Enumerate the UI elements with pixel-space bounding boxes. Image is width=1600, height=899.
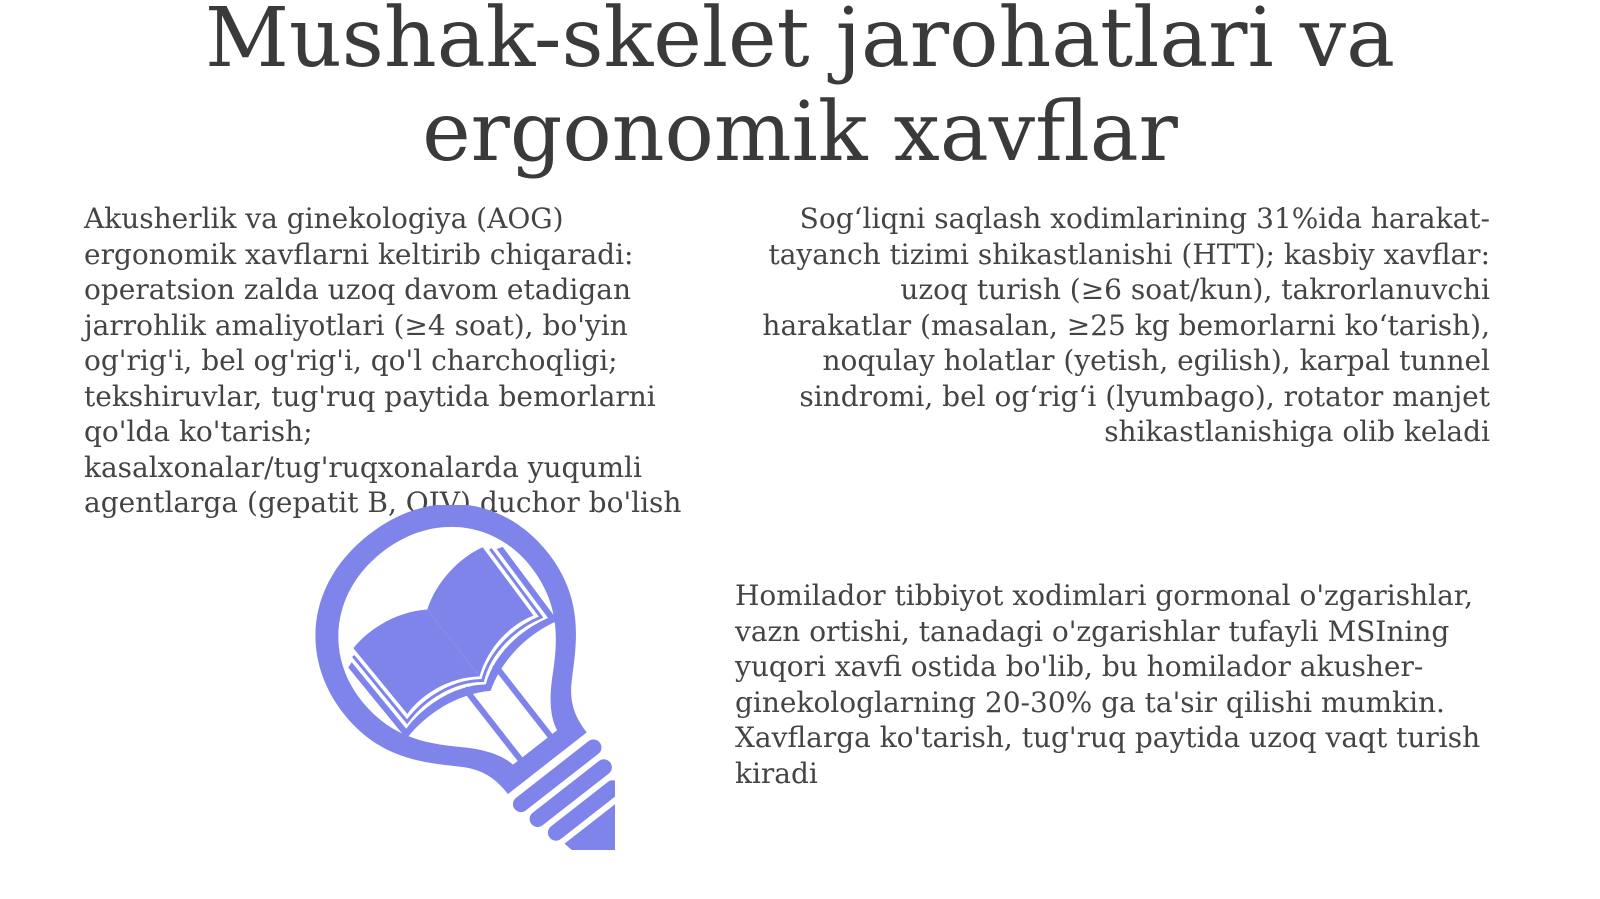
text-line: agentlarga (gepatit B, OIV) duchor bo'lish	[84, 486, 682, 519]
text-line: kasalxonalar/tug'ruqxonalarda yuqumli	[84, 450, 642, 484]
text-line: ergonomik xavflarni keltirib chiqaradi:	[84, 237, 634, 271]
slide-title	[0, 0, 1600, 180]
text-line: yuqori xavfi ostida bo'lib, bu homilador akusher-	[735, 650, 1424, 683]
text-line: qo'lda ko'tarish;	[84, 415, 313, 448]
text-line: operatsion zalda uzoq davom etadigan	[84, 273, 631, 306]
lightbulb-book-icon	[205, 505, 615, 850]
text-line: tekshiruvlar, tug'ruq paytida bemorlarni	[84, 379, 656, 413]
text-line: vazn ortishi, tanadagi o'zgarishlar tufayli MSIning	[735, 614, 1450, 648]
text-line: ginekologlarning 20-30% ga ta'sir qilishi mumkin.	[735, 685, 1445, 719]
slide-title-line-1: Mushak-skelet jarohatlari va	[205, 0, 1395, 86]
text-line: Homilador tibbiyot xodimlari gormonal o'zgarishlar,	[735, 579, 1473, 612]
text-line: sindromi, bel og‘rig‘i (lyumbago), rotator manjet	[799, 379, 1490, 413]
text-line: og'rig'i, bel og'rig'i, qo'l charchoqligi;	[84, 344, 618, 377]
text-line: tayanch tizimi shikastlanishi (HTT); kasbiy xavflar:	[768, 237, 1490, 271]
bottom-paragraph	[735, 578, 1480, 791]
left-paragraph	[84, 201, 681, 521]
text-line: Akusherlik va ginekologiya (AOG)	[84, 202, 564, 235]
text-line: Sog‘liqni saqlash xodimlarining 31%ida harakat-	[799, 202, 1490, 235]
text-line: kiradi	[735, 756, 818, 790]
slide-title-line-2: ergonomik xavflar	[422, 85, 1178, 180]
text-line: shikastlanishiga olib keladi	[1104, 415, 1490, 448]
text-line: jarrohlik amaliyotlari (≥4 soat), bo'yin	[84, 308, 628, 342]
text-line: harakatlar (masalan, ≥25 kg bemorlarni ko‘tarish),	[762, 308, 1490, 342]
right-paragraph	[680, 201, 1490, 450]
text-line: noqulay holatlar (yetish, egilish), karpal tunnel	[822, 344, 1490, 377]
text-line: uzoq turish (≥6 soat/kun), takrorlanuvchi	[900, 273, 1490, 306]
text-line: Xavflarga ko'tarish, tug'ruq paytida uzoq vaqt turish	[735, 721, 1481, 754]
